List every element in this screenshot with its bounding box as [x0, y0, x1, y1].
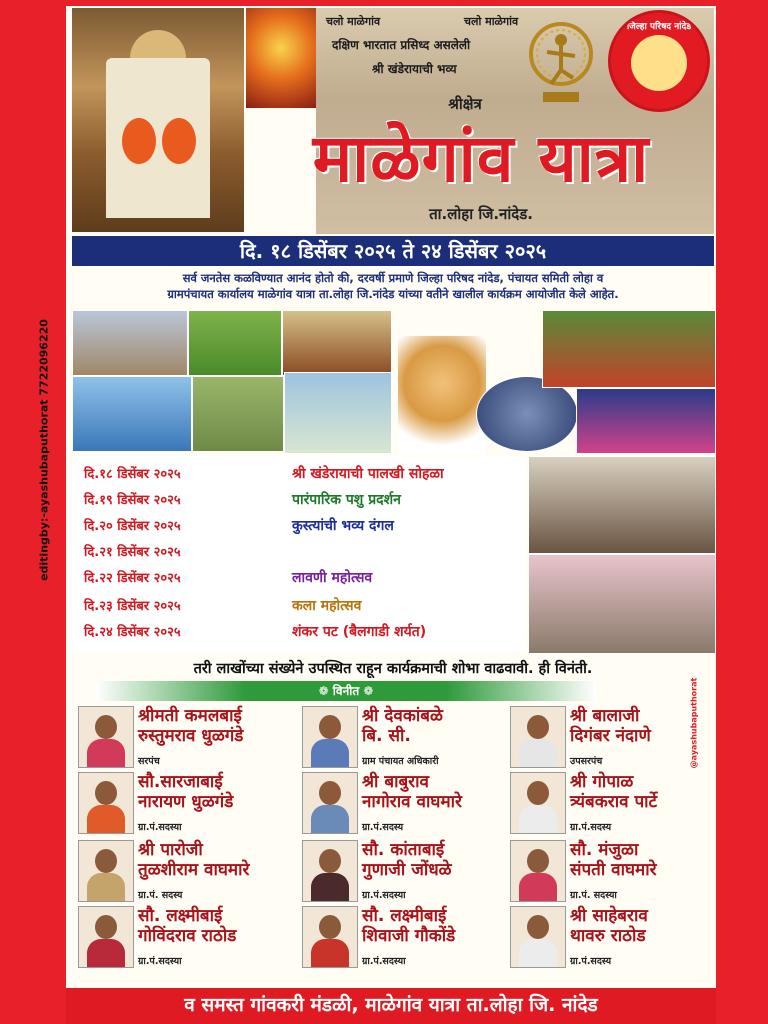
- member-photo: [510, 706, 566, 768]
- member-name-line1: सौ. मंजुळा: [570, 840, 639, 860]
- member-name-line2: नारायण धुळगंडे: [138, 792, 234, 812]
- member-role: ग्रा.पं.सदस्या: [138, 956, 182, 967]
- member-role: ग्रा.पं.सदस्या: [138, 822, 182, 833]
- member-name-line1: सौ. लक्ष्मीबाई: [138, 906, 223, 926]
- member-name-line2: त्र्यंबकराव पार्टे: [570, 792, 658, 812]
- member-card: [510, 772, 720, 836]
- horse-crowd-photo: [528, 554, 716, 654]
- officials-photo: [528, 456, 716, 554]
- deity-image: [246, 8, 316, 108]
- member-photo: [78, 906, 134, 968]
- member-name: [362, 772, 462, 812]
- member-role: ग्रा.पं.सदस्य: [570, 822, 612, 833]
- event-date: दि.२२ डिसेंबर २०२५: [84, 571, 181, 586]
- lavani-photo: [576, 388, 716, 454]
- member-card: [302, 706, 512, 770]
- member-card: [78, 906, 288, 970]
- member-photo: [302, 706, 358, 768]
- event-name: कुस्त्यांची भव्य दंगल: [292, 518, 394, 534]
- member-role: उपसरपंच: [570, 756, 603, 767]
- member-name-line1: सौ. लक्ष्मीबाई: [362, 906, 447, 926]
- chalo-right: चलो माळेगांव: [464, 15, 519, 28]
- member-name: [362, 840, 452, 880]
- member-name: [570, 706, 651, 746]
- member-name: [570, 840, 657, 880]
- member-name-line2: तुळशीराम वाघमारे: [138, 860, 250, 880]
- event-name: पारंपारिक पशु प्रदर्शन: [292, 492, 401, 508]
- member-role: ग्रा.पं.सदस्य: [570, 956, 612, 967]
- member-name: [138, 706, 243, 746]
- member-role: ग्रा.पं. सदस्य: [138, 890, 183, 901]
- member-name: [138, 906, 236, 946]
- member-name: [570, 772, 657, 812]
- dancers-photo: [542, 310, 716, 388]
- event-name: शंकर पट (बैलगाडी शर्यत): [292, 624, 427, 640]
- member-name: [570, 906, 648, 946]
- member-name-line2: नागोराव वाघमारे: [362, 792, 462, 812]
- dog-photo: [398, 336, 486, 454]
- donkey-photo: [192, 376, 284, 452]
- member-name-line2: संपती वाघमारे: [570, 860, 657, 880]
- member-name-line1: श्री पारोजी: [138, 840, 203, 860]
- member-card: [78, 772, 288, 836]
- member-photo: [78, 706, 134, 768]
- member-photo: [302, 772, 358, 834]
- member-name-line1: श्रीमती कमलबाई: [138, 706, 242, 726]
- event-date: दि.२१ डिसेंबर २०२५: [84, 545, 181, 560]
- footer-banner: व समस्त गांवकरी मंडळी, माळेगांव यात्रा ता.लोहा जि. नांदेड: [66, 988, 716, 1024]
- event-date: दि.२० डिसेंबर २०२५: [84, 519, 181, 534]
- shrikshetra-label: श्रीक्षेत्र: [448, 95, 482, 113]
- member-name-line2: गुणाजी जोंधळे: [362, 860, 452, 880]
- member-role: ग्रा.पं.सदस्या: [362, 890, 406, 901]
- side-credit: editingby:-ayashubaputhorat 7722096220: [37, 319, 51, 581]
- member-role: ग्रा.पं. सदस्या: [570, 890, 617, 901]
- member-photo: [302, 840, 358, 902]
- member-photo: [510, 840, 566, 902]
- chalo-left: चलो माळेगांव: [326, 15, 381, 28]
- member-name-line1: श्री देवकांबळे: [362, 706, 443, 726]
- member-role: ग्राम पंचायत अधिकारी: [362, 756, 439, 767]
- member-photo: [78, 772, 134, 834]
- member-name: [138, 772, 233, 812]
- member-card: [78, 706, 288, 770]
- vinit-banner: ❁ विनीत ❁: [96, 681, 596, 701]
- member-photo: [302, 906, 358, 968]
- member-name-line2: थावरु राठोड: [570, 926, 646, 946]
- member-name-line1: श्री गोपाळ: [570, 772, 634, 792]
- roosters-photo: [188, 310, 282, 376]
- member-card: [302, 772, 512, 836]
- zilla-parishad-logo: जिल्हा परिषद नांदेड: [608, 10, 710, 112]
- appeal-text: तरी लाखोंच्या संख्येने उपस्थित राहून कार्यक्रमाची शोभा वाढवावी. ही विनंती.: [193, 661, 593, 677]
- member-name-line1: श्री बाबुराव: [362, 772, 429, 792]
- page-title: माळेगांव यात्रा: [312, 120, 650, 197]
- event-name: लावणी महोत्सव: [292, 570, 373, 586]
- member-name-line2: गोविंदराव राठोड: [138, 926, 237, 946]
- page-subtitle: ता.लोहा जि.नांदेड.: [429, 205, 533, 223]
- event-name: श्री खंडेरायाची पालखी सोहळा: [292, 466, 444, 482]
- member-name-line2: रुस्तुमराव धुळगंडे: [138, 726, 244, 746]
- member-role: ग्रा.पं.सदस्या: [362, 956, 406, 967]
- event-date: दि.१८ डिसेंबर २०२५: [84, 467, 181, 482]
- member-name-line1: श्री बालाजी: [570, 706, 640, 726]
- event-name: कला महोत्सव: [292, 598, 362, 614]
- member-name-line2: शिवाजी गौकोंडे: [362, 926, 456, 946]
- event-date: दि.२४ डिसेंबर २०२५: [84, 625, 181, 640]
- member-card: [302, 840, 512, 904]
- member-name: [362, 706, 443, 746]
- member-name-line1: सौ.सारजाबाई: [138, 772, 223, 792]
- header-line-2: श्री खंडेरायाची भव्य: [372, 62, 457, 76]
- member-photo: [510, 772, 566, 834]
- member-name: [138, 840, 249, 880]
- member-card: [510, 840, 720, 904]
- member-name-line2: बि. सी.: [362, 726, 411, 746]
- date-band: दि. १८ डिसेंबर २०२५ ते २४ डिसेंबर २०२५: [72, 236, 714, 266]
- member-card: [302, 906, 512, 970]
- white-horse-photo: [284, 372, 392, 454]
- member-name-line1: श्री साहेबराव: [570, 906, 648, 926]
- camels-photo: [72, 310, 188, 376]
- social-handle: @ayashubaputhorat: [689, 677, 699, 769]
- member-photo: [510, 906, 566, 968]
- temple-photo: [72, 8, 244, 232]
- event-date: दि.१९ डिसेंबर २०२५: [84, 493, 181, 508]
- bull-photo: [282, 310, 392, 376]
- header-line-1: दक्षिण भारतात प्रसिध्द असलेली: [332, 38, 471, 52]
- intro-text: सर्व जनतेस कळविण्यात आनंद होतो की, दरवर्षी प्रमाणे जिल्हा परिषद नांदेड, पंचायत समिती लोहा व ग्रामपंचायत कार्यालय माळेगांव यात्रा ता.लोहा जि.नांदेड यांच्या वतीने खालील कार्यक्रम आयोजीत केले आहेत.: [167, 271, 619, 301]
- member-name: [362, 906, 455, 946]
- ferris-wheel-photo: [72, 376, 192, 452]
- member-role: ग्रा.पं.सदस्य: [362, 822, 404, 833]
- event-date: दि.२३ डिसेंबर २०२५: [84, 599, 181, 614]
- member-name-line1: सौ. कांताबाई: [362, 840, 445, 860]
- member-role: सरपंच: [138, 756, 160, 767]
- member-card: [510, 906, 720, 970]
- member-name-line2: दिगंबर नंदाणे: [570, 726, 651, 746]
- member-card: [78, 840, 288, 904]
- member-photo: [78, 840, 134, 902]
